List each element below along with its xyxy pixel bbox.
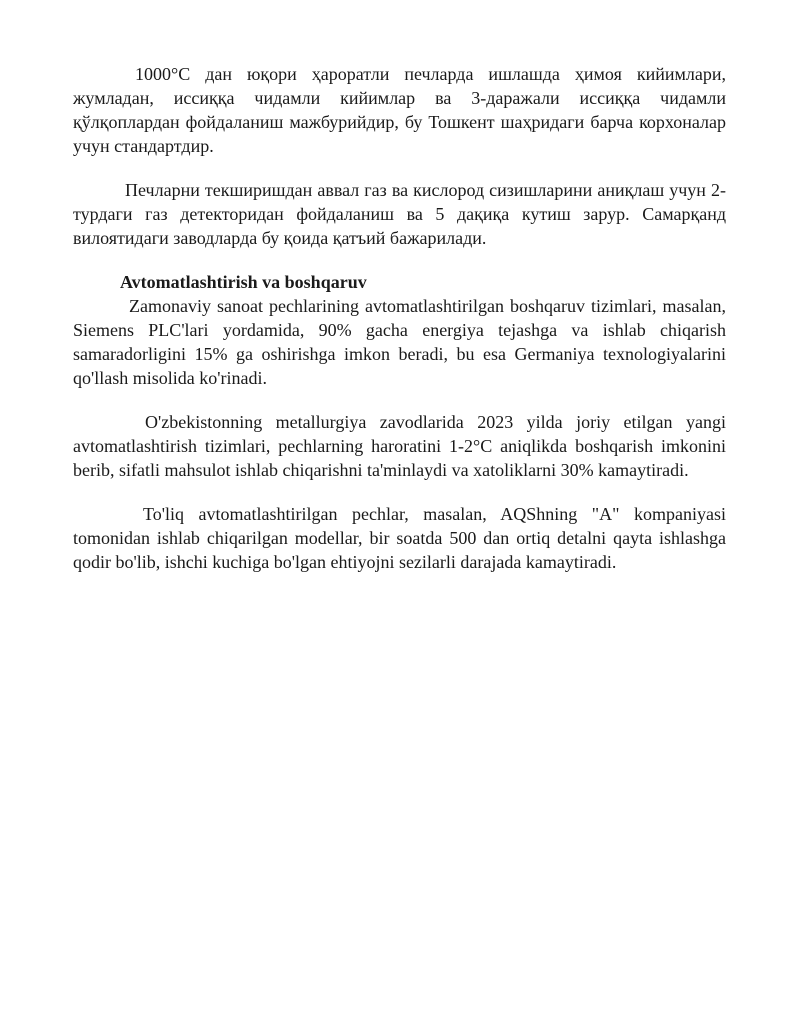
document-page [73,62,726,574]
paragraph-gas-detector: Печларни текширишдан аввал газ ва кислород сизишларини аниқлаш учун 2-турдаги газ детекторидан фойдаланиш ва 5 дақиқа кутиш зарур. Самарқанд вилоятидаги заводларда бу қоида қатъий бажарилади. [73,180,726,248]
paragraph-fully-automated-furnaces: To'liq avtomatlashtirilgan pechlar, masalan, AQShning "A" kompaniyasi tomonidan ishlab chiqarilgan modellar, bir soatda 500 dan ortiq detalni qayta ishlashga qodir bo'lib, ishchi kuchiga bo'lgan ehtiyojni sezilarli darajada kamaytiradi. [73,504,726,572]
paragraph-automation-control: Zamonaviy sanoat pechlarining avtomatlashtirilgan boshqaruv tizimlari, masalan, Siemens PLC'lari yordamida, 90% gacha energiya tejashga va ishlab chiqarish samaradorligini 15% ga oshirishga imkon beradi, bu esa Germaniya texnologiyalarini qo'llash misolida ko'rinadi. [73,296,726,388]
paragraph-uzbekistan-plants: O'zbekistonning metallurgiya zavodlarida 2023 yilda joriy etilgan yangi avtomatlashtirish tizimlari, pechlarning haroratini 1-2°C aniqlikda boshqarish imkonini berib, sifatli mahsulot ishlab chiqarishni ta'minlaydi va xatoliklarni 30% kamaytiradi. [73,412,726,480]
section-heading: Avtomatlashtirish va boshqaruv [120,272,367,292]
paragraph-protective-clothing: 1000°C дан юқори ҳароратли печларда ишлашда ҳимоя кийимлари, жумладан, иссиққа чидамли кийимлар ва 3-даражали иссиққа чидамли қўлқоплардан фойдаланиш мажбурийдир, бу Тошкент шаҳридаги барча корхоналар учун стандартдир. [73,64,726,156]
